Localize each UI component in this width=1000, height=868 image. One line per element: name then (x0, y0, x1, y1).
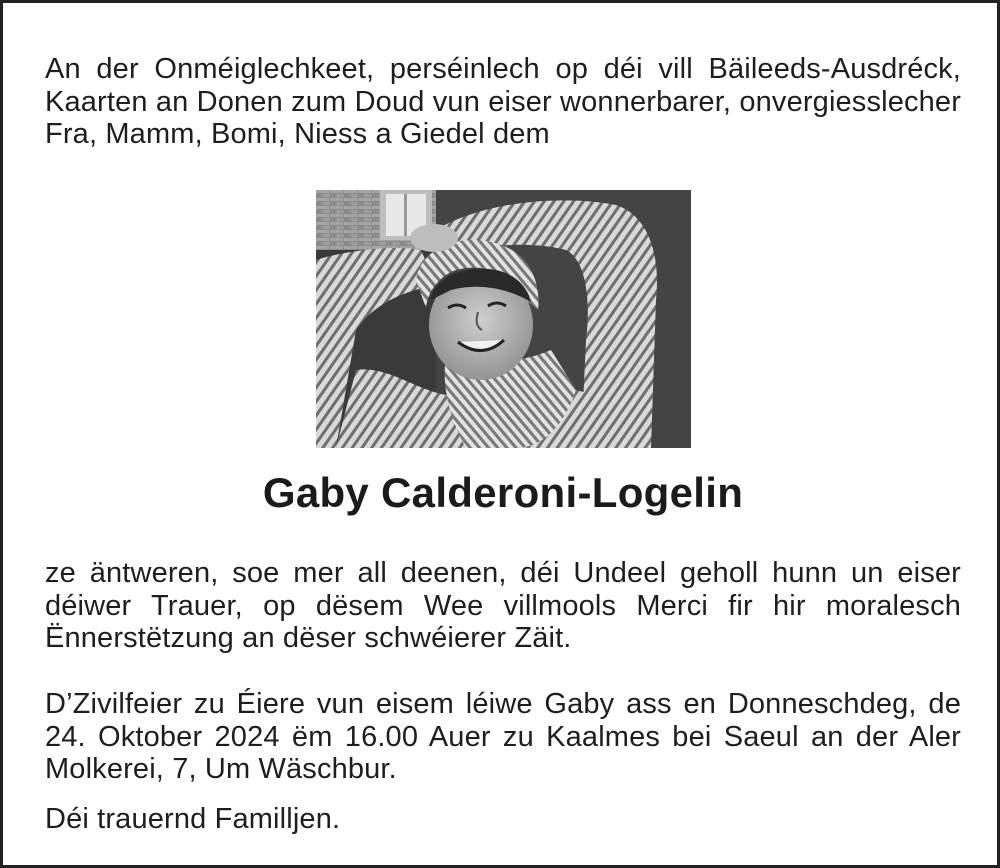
intro-paragraph: An der Onméiglechkeet, perséinlech op déi vill Bäileeds-Ausdréck, Kaarten an Donen zum Doud vun eiser wonnerbarer, onvergiesslecher Fra, Mamm, Bomi, Niess a Giedel dem (45, 53, 961, 151)
thanks-paragraph: ze äntweren, soe mer all deenen, déi Undeel geholl hunn un eiser déiwer Trauer, op dësem Wee villmools Merci fir hir moralesch Ënnerstëtzung an dëser schwéierer Zäit. (45, 557, 961, 655)
deceased-name: Gaby Calderoni-Logelin (262, 469, 744, 516)
portrait-photo-drawing (316, 190, 691, 448)
family-signature: Déi trauernd Familljen. (45, 803, 341, 835)
ceremony-paragraph: D’Zivilfeier zu Éiere vun eisem léiwe Gaby ass en Donneschdeg, de 24. Oktober 2024 ëm 16.00 Auer zu Kaalmes bei Saeul an der Aler Molkerei, 7, Um Wäschbur. (45, 688, 961, 786)
portrait-photo (316, 190, 691, 448)
